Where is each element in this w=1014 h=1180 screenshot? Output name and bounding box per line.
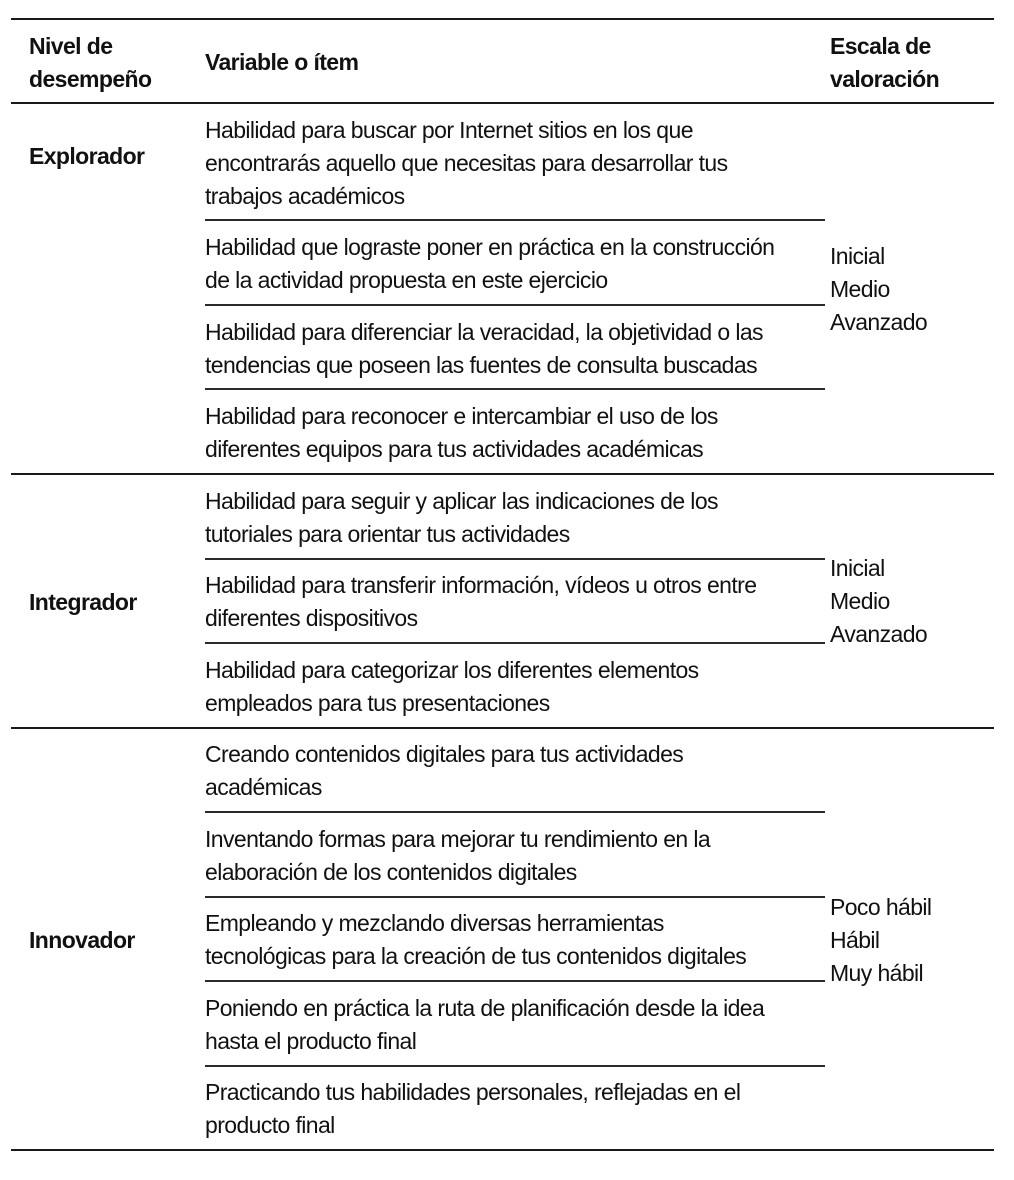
header-item: Variable o ítem — [205, 49, 359, 75]
item-row — [205, 992, 764, 1058]
scale-option: Muy hábil — [830, 960, 924, 986]
row-divider — [205, 811, 825, 813]
item-row — [205, 823, 710, 889]
level-explorador: Explorador — [29, 143, 145, 169]
scale-option: Inicial — [830, 243, 885, 269]
scale-option: Hábil — [830, 927, 880, 953]
item-line: Habilidad para buscar por Internet sitios en los que — [205, 117, 693, 143]
item-line: académicas — [205, 774, 322, 800]
table-top-rule — [11, 18, 994, 20]
item-line: Habilidad para seguir y aplicar las indicaciones de los — [205, 488, 718, 514]
item-row — [205, 231, 774, 297]
item-row — [205, 1076, 740, 1142]
header-level-line2: desempeño — [29, 66, 152, 92]
row-divider — [205, 642, 825, 644]
scale-integrador — [830, 552, 927, 651]
item-line: diferentes equipos para tus actividades académicas — [205, 436, 704, 462]
scale-option: Medio — [830, 588, 890, 614]
item-row — [205, 114, 728, 213]
group-divider — [11, 473, 994, 475]
item-line: elaboración de los contenidos digitales — [205, 859, 577, 885]
item-line: Habilidad que lograste poner en práctica en la construcción — [205, 234, 775, 260]
item-line: Habilidad para reconocer e intercambiar el uso de los — [205, 403, 718, 429]
item-row — [205, 400, 718, 466]
item-line: trabajos académicos — [205, 183, 405, 209]
header-level-line1: Nivel de — [29, 33, 113, 59]
item-line: Empleando y mezclando diversas herramientas — [205, 910, 664, 936]
header-bottom-rule — [11, 102, 994, 104]
item-line: Inventando formas para mejorar tu rendimiento en la — [205, 826, 711, 852]
header-level — [29, 30, 151, 96]
item-row — [205, 485, 718, 551]
scale-option: Poco hábil — [830, 894, 932, 920]
item-line: tecnológicas para la creación de tus contenidos digitales — [205, 943, 747, 969]
item-row — [205, 316, 763, 382]
item-row — [205, 654, 699, 720]
item-row — [205, 907, 746, 973]
item-line: Habilidad para diferenciar la veracidad, la objetividad o las — [205, 319, 763, 345]
item-line: Poniendo en práctica la ruta de planificación desde la idea — [205, 995, 765, 1021]
table-bottom-rule — [11, 1149, 994, 1151]
item-line: tendencias que poseen las fuentes de consulta buscadas — [205, 352, 757, 378]
header-scale-line1: Escala de — [830, 33, 931, 59]
scale-option: Medio — [830, 276, 890, 302]
item-line: Habilidad para transferir información, vídeos u otros entre — [205, 572, 757, 598]
item-line: de la actividad propuesta en este ejercicio — [205, 267, 608, 293]
header-scale — [830, 30, 939, 96]
item-line: encontrarás aquello que necesitas para desarrollar tus — [205, 150, 728, 176]
scale-option: Avanzado — [830, 621, 928, 647]
row-divider — [205, 219, 825, 221]
item-line: empleados para tus presentaciones — [205, 690, 550, 716]
scale-option: Avanzado — [830, 309, 928, 335]
item-line: diferentes dispositivos — [205, 605, 418, 631]
row-divider — [205, 896, 825, 898]
item-line: Habilidad para categorizar los diferentes elementos — [205, 657, 699, 683]
item-line: tutoriales para orientar tus actividades — [205, 521, 570, 547]
scale-innovador — [830, 891, 931, 990]
level-innovador: Innovador — [29, 927, 135, 953]
scale-explorador — [830, 240, 927, 339]
item-row — [205, 738, 683, 804]
row-divider — [205, 980, 825, 982]
item-row — [205, 569, 756, 635]
row-divider — [205, 388, 825, 390]
level-integrador: Integrador — [29, 589, 137, 615]
item-line: Creando contenidos digitales para tus actividades — [205, 741, 684, 767]
header-scale-line2: valoración — [830, 66, 940, 92]
item-line: hasta el producto final — [205, 1028, 417, 1054]
row-divider — [205, 1065, 825, 1067]
row-divider — [205, 558, 825, 560]
scale-option: Inicial — [830, 555, 885, 581]
item-line: Practicando tus habilidades personales, reflejadas en el — [205, 1079, 741, 1105]
group-divider — [11, 727, 994, 729]
row-divider — [205, 304, 825, 306]
item-line: producto final — [205, 1112, 335, 1138]
